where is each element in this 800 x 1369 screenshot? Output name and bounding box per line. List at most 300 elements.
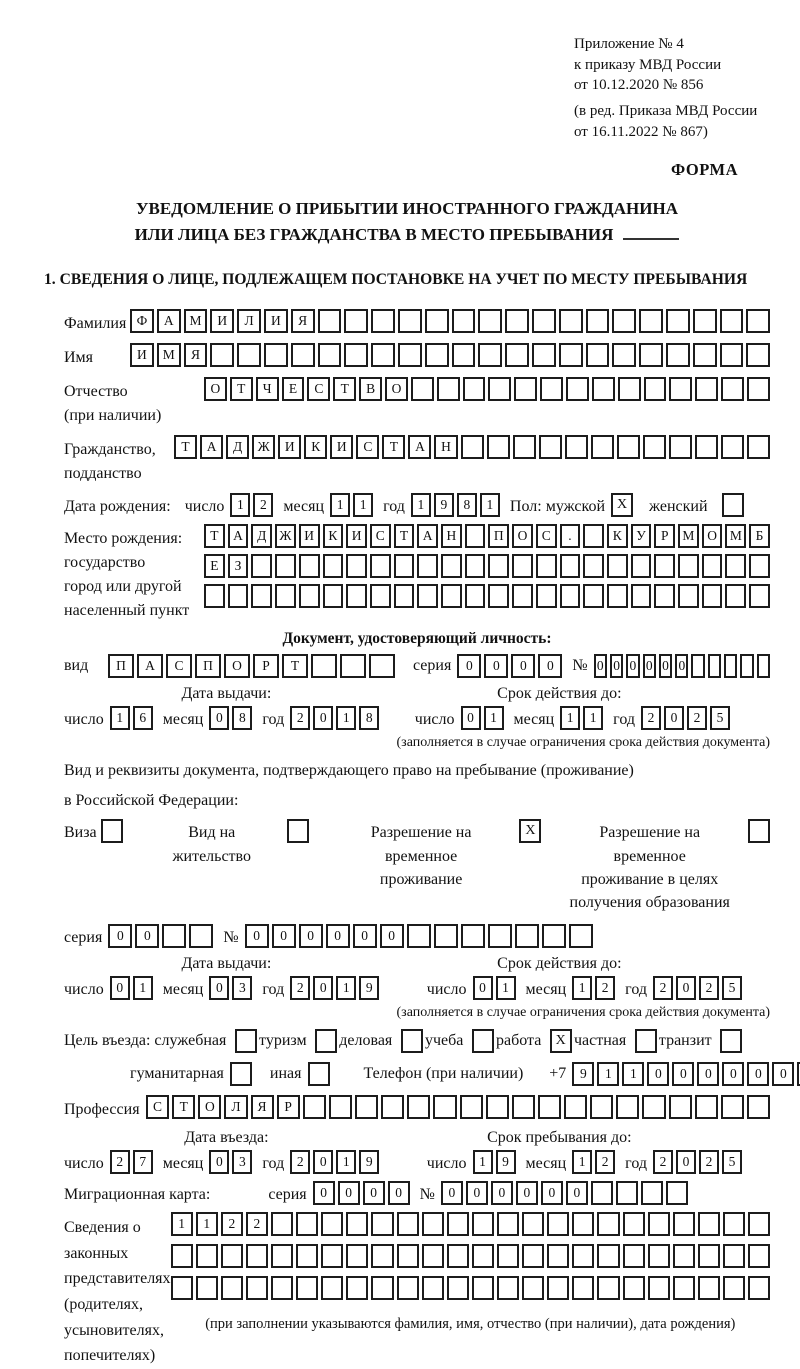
char-box[interactable]: [721, 377, 744, 401]
char-box[interactable]: И: [130, 343, 154, 367]
char-box[interactable]: [721, 435, 744, 459]
char-box[interactable]: [618, 377, 641, 401]
char-box[interactable]: 0: [484, 654, 508, 678]
char-box[interactable]: 1: [133, 976, 153, 1000]
char-box[interactable]: [542, 924, 566, 948]
char-box[interactable]: [478, 343, 502, 367]
char-box[interactable]: [639, 309, 663, 333]
char-box[interactable]: [512, 554, 533, 578]
char-box[interactable]: [433, 1095, 456, 1119]
char-box[interactable]: 0: [245, 924, 269, 948]
char-box[interactable]: [323, 554, 344, 578]
char-box[interactable]: Е: [204, 554, 225, 578]
char-box[interactable]: [515, 924, 539, 948]
char-box[interactable]: [397, 1276, 419, 1300]
char-box[interactable]: 9: [359, 1150, 379, 1174]
sex-female-checkbox[interactable]: [722, 493, 744, 517]
char-box[interactable]: 0: [313, 706, 333, 730]
purpose-humanitarian-checkbox[interactable]: [230, 1062, 252, 1086]
char-box[interactable]: К: [323, 524, 344, 548]
char-box[interactable]: А: [417, 524, 438, 548]
char-box[interactable]: [323, 584, 344, 608]
char-box[interactable]: 0: [388, 1181, 410, 1205]
char-box[interactable]: [346, 1244, 368, 1268]
char-box[interactable]: [422, 1276, 444, 1300]
char-box[interactable]: [371, 309, 395, 333]
purpose-transit-checkbox[interactable]: [720, 1029, 742, 1053]
char-box[interactable]: [654, 584, 675, 608]
char-box[interactable]: 3: [232, 976, 252, 1000]
char-box[interactable]: [612, 343, 636, 367]
char-box[interactable]: [196, 1276, 218, 1300]
char-box[interactable]: 8: [457, 493, 477, 517]
char-box[interactable]: 0: [353, 924, 377, 948]
char-box[interactable]: К: [607, 524, 628, 548]
char-box[interactable]: 0: [209, 1150, 229, 1174]
char-box[interactable]: [505, 343, 529, 367]
char-box[interactable]: [488, 584, 509, 608]
char-box[interactable]: [536, 584, 557, 608]
char-box[interactable]: [371, 1212, 393, 1236]
char-box[interactable]: С: [307, 377, 330, 401]
char-box[interactable]: Ч: [256, 377, 279, 401]
char-box[interactable]: Т: [230, 377, 253, 401]
char-box[interactable]: [488, 377, 511, 401]
char-box[interactable]: И: [299, 524, 320, 548]
char-box[interactable]: [398, 343, 422, 367]
char-box[interactable]: [725, 584, 746, 608]
char-box[interactable]: [407, 1095, 430, 1119]
char-box[interactable]: [532, 343, 556, 367]
char-box[interactable]: В: [359, 377, 382, 401]
char-box[interactable]: 0: [675, 654, 688, 678]
char-box[interactable]: [465, 584, 486, 608]
char-box[interactable]: [422, 1212, 444, 1236]
char-box[interactable]: [321, 1212, 343, 1236]
char-box[interactable]: Е: [282, 377, 305, 401]
char-box[interactable]: [417, 584, 438, 608]
char-box[interactable]: [592, 377, 615, 401]
char-box[interactable]: 2: [687, 706, 707, 730]
char-box[interactable]: [344, 309, 368, 333]
char-box[interactable]: 0: [511, 654, 535, 678]
char-box[interactable]: П: [488, 524, 509, 548]
char-box[interactable]: [411, 377, 434, 401]
char-box[interactable]: [246, 1244, 268, 1268]
purpose-study-checkbox[interactable]: [472, 1029, 494, 1053]
char-box[interactable]: [720, 343, 744, 367]
char-box[interactable]: [623, 1212, 645, 1236]
char-box[interactable]: У: [631, 524, 652, 548]
char-box[interactable]: Ж: [252, 435, 275, 459]
char-box[interactable]: [560, 554, 581, 578]
char-box[interactable]: [522, 1244, 544, 1268]
char-box[interactable]: 7: [133, 1150, 153, 1174]
char-box[interactable]: [271, 1212, 293, 1236]
purpose-business-checkbox[interactable]: [401, 1029, 423, 1053]
char-box[interactable]: [370, 554, 391, 578]
char-box[interactable]: [708, 654, 721, 678]
char-box[interactable]: 5: [722, 1150, 742, 1174]
char-box[interactable]: [673, 1212, 695, 1236]
char-box[interactable]: 0: [272, 924, 296, 948]
char-box[interactable]: [631, 584, 652, 608]
char-box[interactable]: 2: [595, 976, 615, 1000]
char-box[interactable]: 6: [133, 706, 153, 730]
char-box[interactable]: Л: [224, 1095, 247, 1119]
char-box[interactable]: [275, 584, 296, 608]
char-box[interactable]: [505, 309, 529, 333]
char-box[interactable]: [607, 584, 628, 608]
char-box[interactable]: [465, 554, 486, 578]
char-box[interactable]: [747, 1095, 770, 1119]
char-box[interactable]: 0: [473, 976, 493, 1000]
char-box[interactable]: [669, 377, 692, 401]
char-box[interactable]: [724, 654, 737, 678]
char-box[interactable]: [346, 584, 367, 608]
char-box[interactable]: [369, 654, 395, 678]
char-box[interactable]: [583, 524, 604, 548]
char-box[interactable]: [486, 1095, 509, 1119]
char-box[interactable]: [532, 309, 556, 333]
char-box[interactable]: [514, 377, 537, 401]
char-box[interactable]: [488, 554, 509, 578]
char-box[interactable]: [441, 584, 462, 608]
char-box[interactable]: [452, 309, 476, 333]
char-box[interactable]: Л: [237, 309, 261, 333]
char-box[interactable]: [487, 435, 510, 459]
char-box[interactable]: [371, 1276, 393, 1300]
char-box[interactable]: 2: [595, 1150, 615, 1174]
char-box[interactable]: [666, 309, 690, 333]
char-box[interactable]: 0: [135, 924, 159, 948]
char-box[interactable]: [512, 584, 533, 608]
char-box[interactable]: 2: [246, 1212, 268, 1236]
char-box[interactable]: Б: [749, 524, 770, 548]
char-box[interactable]: [425, 309, 449, 333]
char-box[interactable]: 0: [659, 654, 672, 678]
char-box[interactable]: [463, 377, 486, 401]
char-box[interactable]: 0: [441, 1181, 463, 1205]
char-box[interactable]: [447, 1212, 469, 1236]
char-box[interactable]: [749, 584, 770, 608]
char-box[interactable]: [666, 1181, 688, 1205]
char-box[interactable]: 1: [496, 976, 516, 1000]
char-box[interactable]: [648, 1212, 670, 1236]
char-box[interactable]: [612, 309, 636, 333]
char-box[interactable]: [407, 924, 431, 948]
char-box[interactable]: Н: [434, 435, 457, 459]
purpose-tourism-checkbox[interactable]: [315, 1029, 337, 1053]
char-box[interactable]: 1: [484, 706, 504, 730]
char-box[interactable]: 0: [538, 654, 562, 678]
char-box[interactable]: [642, 1095, 665, 1119]
char-box[interactable]: 1: [336, 1150, 356, 1174]
char-box[interactable]: 2: [290, 1150, 310, 1174]
char-box[interactable]: [434, 924, 458, 948]
char-box[interactable]: [586, 343, 610, 367]
char-box[interactable]: [623, 1276, 645, 1300]
char-box[interactable]: [723, 1244, 745, 1268]
char-box[interactable]: 2: [699, 1150, 719, 1174]
char-box[interactable]: А: [228, 524, 249, 548]
char-box[interactable]: [597, 1244, 619, 1268]
char-box[interactable]: [720, 309, 744, 333]
char-box[interactable]: [344, 343, 368, 367]
char-box[interactable]: 0: [697, 1062, 719, 1086]
char-box[interactable]: 0: [664, 706, 684, 730]
char-box[interactable]: [329, 1095, 352, 1119]
char-box[interactable]: 0: [516, 1181, 538, 1205]
char-box[interactable]: Т: [333, 377, 356, 401]
char-box[interactable]: 2: [699, 976, 719, 1000]
char-box[interactable]: [346, 554, 367, 578]
char-box[interactable]: 2: [653, 976, 673, 1000]
char-box[interactable]: [560, 584, 581, 608]
char-box[interactable]: О: [702, 524, 723, 548]
char-box[interactable]: [397, 1244, 419, 1268]
char-box[interactable]: 0: [457, 654, 481, 678]
char-box[interactable]: [370, 584, 391, 608]
char-box[interactable]: [669, 435, 692, 459]
char-box[interactable]: [607, 554, 628, 578]
char-box[interactable]: И: [278, 435, 301, 459]
char-box[interactable]: 0: [491, 1181, 513, 1205]
char-box[interactable]: [171, 1276, 193, 1300]
char-box[interactable]: [371, 1244, 393, 1268]
char-box[interactable]: [437, 377, 460, 401]
char-box[interactable]: Д: [251, 524, 272, 548]
char-box[interactable]: [591, 1181, 613, 1205]
char-box[interactable]: [702, 584, 723, 608]
char-box[interactable]: [702, 554, 723, 578]
char-box[interactable]: [673, 1244, 695, 1268]
char-box[interactable]: [695, 1095, 718, 1119]
char-box[interactable]: [725, 554, 746, 578]
char-box[interactable]: [695, 377, 718, 401]
char-box[interactable]: 1: [597, 1062, 619, 1086]
char-box[interactable]: [547, 1212, 569, 1236]
char-box[interactable]: И: [210, 309, 234, 333]
char-box[interactable]: [693, 309, 717, 333]
char-box[interactable]: [678, 584, 699, 608]
char-box[interactable]: И: [330, 435, 353, 459]
char-box[interactable]: 0: [209, 976, 229, 1000]
char-box[interactable]: [536, 554, 557, 578]
char-box[interactable]: П: [195, 654, 221, 678]
char-box[interactable]: [616, 1095, 639, 1119]
char-box[interactable]: [271, 1276, 293, 1300]
char-box[interactable]: Ж: [275, 524, 296, 548]
char-box[interactable]: [583, 554, 604, 578]
char-box[interactable]: Т: [172, 1095, 195, 1119]
char-box[interactable]: Т: [174, 435, 197, 459]
char-box[interactable]: 0: [466, 1181, 488, 1205]
char-box[interactable]: [678, 554, 699, 578]
char-box[interactable]: [565, 435, 588, 459]
char-box[interactable]: [617, 435, 640, 459]
char-box[interactable]: [559, 309, 583, 333]
char-box[interactable]: [394, 584, 415, 608]
char-box[interactable]: 0: [363, 1181, 385, 1205]
char-box[interactable]: К: [304, 435, 327, 459]
char-box[interactable]: [641, 1181, 663, 1205]
char-box[interactable]: 2: [653, 1150, 673, 1174]
char-box[interactable]: 0: [747, 1062, 769, 1086]
char-box[interactable]: 0: [676, 1150, 696, 1174]
char-box[interactable]: 1: [330, 493, 350, 517]
purpose-private-checkbox[interactable]: [635, 1029, 657, 1053]
char-box[interactable]: [246, 1276, 268, 1300]
char-box[interactable]: [522, 1212, 544, 1236]
char-box[interactable]: [631, 554, 652, 578]
char-box[interactable]: [447, 1244, 469, 1268]
char-box[interactable]: 5: [722, 976, 742, 1000]
char-box[interactable]: [749, 554, 770, 578]
char-box[interactable]: [644, 377, 667, 401]
char-box[interactable]: Р: [253, 654, 279, 678]
char-box[interactable]: С: [536, 524, 557, 548]
char-box[interactable]: С: [356, 435, 379, 459]
char-box[interactable]: [171, 1244, 193, 1268]
purpose-official-checkbox[interactable]: [235, 1029, 257, 1053]
char-box[interactable]: [757, 654, 770, 678]
char-box[interactable]: [472, 1276, 494, 1300]
char-box[interactable]: 0: [647, 1062, 669, 1086]
char-box[interactable]: [721, 1095, 744, 1119]
char-box[interactable]: [425, 343, 449, 367]
char-box[interactable]: 1: [622, 1062, 644, 1086]
char-box[interactable]: 1: [583, 706, 603, 730]
char-box[interactable]: 2: [110, 1150, 130, 1174]
char-box[interactable]: [221, 1244, 243, 1268]
char-box[interactable]: 1: [572, 1150, 592, 1174]
char-box[interactable]: З: [228, 554, 249, 578]
char-box[interactable]: [746, 343, 770, 367]
char-box[interactable]: Ф: [130, 309, 154, 333]
char-box[interactable]: 1: [171, 1212, 193, 1236]
char-box[interactable]: 0: [313, 1181, 335, 1205]
char-box[interactable]: [303, 1095, 326, 1119]
char-box[interactable]: 0: [676, 976, 696, 1000]
char-box[interactable]: 1: [411, 493, 431, 517]
char-box[interactable]: [559, 343, 583, 367]
char-box[interactable]: [189, 924, 213, 948]
char-box[interactable]: О: [385, 377, 408, 401]
char-box[interactable]: [522, 1276, 544, 1300]
char-box[interactable]: [461, 435, 484, 459]
char-box[interactable]: [572, 1212, 594, 1236]
char-box[interactable]: О: [204, 377, 227, 401]
char-box[interactable]: Т: [394, 524, 415, 548]
char-box[interactable]: О: [224, 654, 250, 678]
char-box[interactable]: 1: [480, 493, 500, 517]
char-box[interactable]: [497, 1244, 519, 1268]
char-box[interactable]: М: [725, 524, 746, 548]
char-box[interactable]: [497, 1212, 519, 1236]
char-box[interactable]: [441, 554, 462, 578]
char-box[interactable]: [381, 1095, 404, 1119]
char-box[interactable]: [397, 1212, 419, 1236]
purpose-work-checkbox[interactable]: X: [550, 1029, 572, 1053]
char-box[interactable]: [461, 924, 485, 948]
char-box[interactable]: [447, 1276, 469, 1300]
char-box[interactable]: [597, 1276, 619, 1300]
char-box[interactable]: 1: [572, 976, 592, 1000]
char-box[interactable]: 0: [626, 654, 639, 678]
char-box[interactable]: П: [108, 654, 134, 678]
char-box[interactable]: [228, 584, 249, 608]
char-box[interactable]: 8: [359, 706, 379, 730]
char-box[interactable]: [648, 1244, 670, 1268]
char-box[interactable]: [666, 343, 690, 367]
char-box[interactable]: [275, 554, 296, 578]
char-box[interactable]: 2: [290, 706, 310, 730]
char-box[interactable]: [538, 1095, 561, 1119]
char-box[interactable]: 0: [110, 976, 130, 1000]
char-box[interactable]: М: [184, 309, 208, 333]
char-box[interactable]: .: [560, 524, 581, 548]
char-box[interactable]: И: [264, 309, 288, 333]
char-box[interactable]: 0: [541, 1181, 563, 1205]
char-box[interactable]: 0: [461, 706, 481, 730]
char-box[interactable]: О: [512, 524, 533, 548]
char-box[interactable]: А: [157, 309, 181, 333]
char-box[interactable]: [251, 584, 272, 608]
char-box[interactable]: Р: [654, 524, 675, 548]
char-box[interactable]: Т: [282, 654, 308, 678]
char-box[interactable]: [540, 377, 563, 401]
char-box[interactable]: [299, 554, 320, 578]
char-box[interactable]: [318, 309, 342, 333]
char-box[interactable]: [569, 924, 593, 948]
char-box[interactable]: Я: [184, 343, 208, 367]
char-box[interactable]: [296, 1212, 318, 1236]
char-box[interactable]: [643, 435, 666, 459]
char-box[interactable]: [460, 1095, 483, 1119]
char-box[interactable]: [673, 1276, 695, 1300]
char-box[interactable]: [497, 1276, 519, 1300]
char-box[interactable]: [723, 1212, 745, 1236]
char-box[interactable]: [669, 1095, 692, 1119]
char-box[interactable]: А: [200, 435, 223, 459]
char-box[interactable]: 1: [560, 706, 580, 730]
char-box[interactable]: М: [157, 343, 181, 367]
char-box[interactable]: [590, 1095, 613, 1119]
char-box[interactable]: [472, 1212, 494, 1236]
char-box[interactable]: [539, 435, 562, 459]
char-box[interactable]: 9: [434, 493, 454, 517]
char-box[interactable]: [616, 1181, 638, 1205]
char-box[interactable]: М: [678, 524, 699, 548]
char-box[interactable]: Я: [291, 309, 315, 333]
char-box[interactable]: 0: [209, 706, 229, 730]
char-box[interactable]: 3: [232, 1150, 252, 1174]
char-box[interactable]: [747, 435, 770, 459]
char-box[interactable]: [695, 435, 718, 459]
char-box[interactable]: [488, 924, 512, 948]
char-box[interactable]: [723, 1276, 745, 1300]
char-box[interactable]: 1: [110, 706, 130, 730]
char-box[interactable]: 2: [253, 493, 273, 517]
temp-residence-checkbox[interactable]: X: [519, 819, 541, 843]
char-box[interactable]: [648, 1276, 670, 1300]
char-box[interactable]: Д: [226, 435, 249, 459]
char-box[interactable]: [355, 1095, 378, 1119]
char-box[interactable]: [291, 343, 315, 367]
char-box[interactable]: О: [198, 1095, 221, 1119]
char-box[interactable]: И: [346, 524, 367, 548]
